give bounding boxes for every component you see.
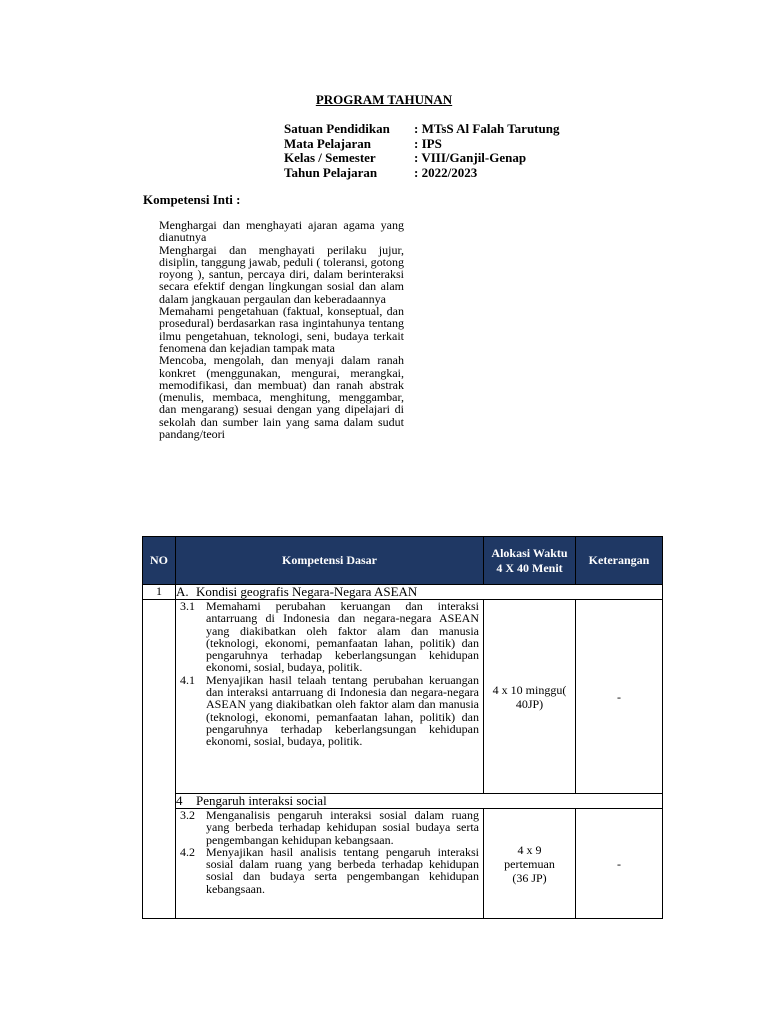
- kd-text: Menganalisis pengaruh interaksi sosial dalam ruang yang berbeda terhadap kehidupan sosial budaya serta pengembangan kehidupan kebangsaan.: [206, 808, 479, 847]
- header-alokasi-line1: Alokasi Waktu: [491, 545, 568, 560]
- alokasi-line3: (36 JP): [512, 870, 547, 885]
- kd-item: [176, 846, 483, 895]
- table-header-row: [143, 537, 663, 585]
- kd-code: 4.1: [180, 672, 195, 687]
- kd-text: Memahami perubahan keruangan dan interaksi antarruang di Indonesia dan negara-negara ASEAN yang diakibatkan oleh faktor alam dan manusia (teknologi, ekonomi, pemanfaatan lahan, politik) dan pengaruhnya terhadap keberlangsungan kehidupan ekonomi, sosial, budaya, politik.: [206, 599, 479, 675]
- kd-code: 4.2: [180, 844, 195, 859]
- meta-row-year: [284, 166, 559, 181]
- row-number: 1: [143, 585, 176, 600]
- kd-cell: [176, 600, 484, 794]
- alokasi-line2: 40JP): [515, 696, 544, 711]
- header-alokasi: [484, 537, 576, 585]
- section-title: Kondisi geografis Negara-Negara ASEAN: [196, 584, 418, 599]
- page-title: PROGRAM TAHUNAN: [315, 92, 453, 107]
- section-title: Pengaruh interaksi social: [196, 793, 327, 808]
- alokasi-cell: [484, 809, 576, 919]
- kd-item: [176, 809, 483, 846]
- keterangan-cell: -: [576, 600, 663, 794]
- kd-text: Menyajikan hasil analisis tentang pengaruh interaksi sosial dalam ruang yang berbeda terhadap kehidupan sosial dan budaya serta pengembangan kehidupan kebangsaan.: [206, 844, 479, 896]
- meta-label: Mata Pelajaran: [284, 135, 372, 151]
- meta-value: : MTsS Al Falah Tarutung: [414, 121, 560, 136]
- kd-text: Menyajikan hasil telaah tentang perubahan keruangan dan interaksi antarruang di Indonesia dan negara-negara ASEAN yang diakibatkan oleh faktor alam dan manusia (teknologi, ekonomi, pemanfaatan lahan, politik) dan pengaruhnya terhadap keberlangsungan kehidupan ekonomi, sosial, budaya, politik.: [206, 672, 479, 749]
- meta-row-class: [284, 151, 559, 166]
- meta-label: Tahun Pelajaran: [284, 164, 378, 180]
- kd-cell: [176, 809, 484, 919]
- section-number: A.: [176, 584, 189, 599]
- alokasi-line2: pertemuan: [504, 856, 555, 871]
- header-no: NO: [143, 537, 176, 585]
- basic-competency-table: [142, 536, 663, 919]
- core-competency-heading: Kompetensi Inti :: [143, 192, 241, 207]
- table-row: [143, 809, 663, 919]
- meta-value: : 2022/2023: [414, 164, 478, 180]
- section-number: 4: [176, 793, 183, 808]
- meta-value: : VIII/Ganjil-Genap: [414, 150, 527, 165]
- meta-value: : IPS: [414, 135, 442, 151]
- table-row: [143, 585, 663, 600]
- core-competency-item: Memahami pengetahuan (faktual, konseptual, dan prosedural) berdasarkan rasa ingintahunya tentang ilmu pengetahuan, teknologi, seni, budaya terkait fenomena dan kejadian tampak mata: [159, 304, 404, 355]
- kd-code: 3.1: [180, 599, 195, 613]
- core-competency-item: Menghargai dan menghayati ajaran agama yang dianutnya: [159, 218, 404, 245]
- header-alokasi-line2: 4 X 40 Menit: [496, 560, 563, 575]
- header-keterangan: Keterangan: [576, 537, 663, 585]
- table-row: [143, 794, 663, 809]
- kd-item: [176, 674, 483, 748]
- meta-label: Satuan Pendidikan: [284, 121, 390, 136]
- table-row: [143, 600, 663, 794]
- meta-label: Kelas / Semester: [284, 150, 376, 165]
- meta-row-subject: [284, 137, 559, 152]
- core-competency-item: Mencoba, mengolah, dan menyaji dalam ranah konkret (menggunakan, mengurai, merangkai, memodifikasi, dan membuat) dan ranah abstrak (menulis, membaca, menghitung, menggambar, dan mengarang) sesuai dengan yang dipelajari di sekolah dan sumber lain yang sama dalam sudut pandang/teori: [159, 353, 404, 442]
- meta-row-school: [284, 122, 559, 137]
- identity-block: [284, 122, 559, 180]
- alokasi-cell: [484, 600, 576, 794]
- header-kd: Kompetensi Dasar: [176, 537, 484, 585]
- section-heading-4: [176, 794, 663, 809]
- core-competency-list: [159, 219, 404, 440]
- alokasi-line1: 4 x 9: [517, 842, 542, 857]
- row-number-empty: [143, 600, 176, 919]
- kd-code: 3.2: [180, 808, 195, 822]
- core-competency-item: Menghargai dan menghayati perilaku jujur, disiplin, tanggung jawab, peduli ( toleransi, gotong royong ), santun, percaya diri, dalam berinteraksi secara efektif dengan lingkungan sosial dan alam dalam jangkauan pergaulan dan keberadaannya: [159, 242, 404, 306]
- section-heading-a: [176, 585, 663, 600]
- alokasi-line1: 4 x 10 minggu(: [492, 682, 567, 697]
- kd-item: [176, 600, 483, 674]
- keterangan-cell: -: [576, 809, 663, 919]
